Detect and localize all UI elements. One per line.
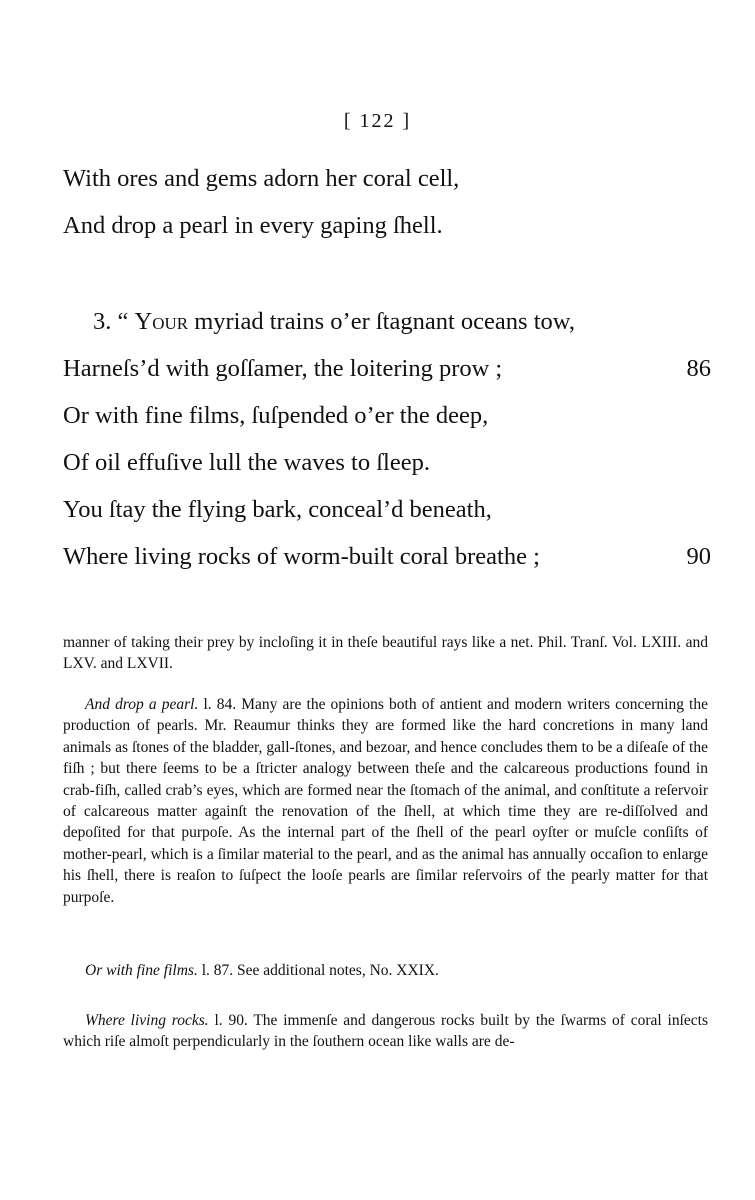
line-number: 90 — [686, 543, 711, 570]
verse-line-text: Or with fine films, ſuſpended o’er the deep, — [63, 402, 489, 429]
footnote-paragraph — [63, 960, 708, 981]
verse-stanza-2 — [63, 298, 711, 580]
verse-line-text: Of oil effuſive lull the waves to ſleep. — [63, 449, 430, 476]
verse-line — [63, 486, 711, 533]
verse-line: With ores and gems adorn her coral cell, — [63, 165, 460, 192]
footnote-text: l. 90. The immenſe and dangerous rocks built by the ſwarms of coral inſects which riſe almoſt perpendicularly in the ſouthern ocean like walls are de- — [63, 1012, 708, 1051]
footnote-pearl — [63, 694, 708, 908]
verse-line — [63, 392, 711, 439]
verse-line — [63, 533, 711, 580]
footnote-label: And drop a pearl. — [85, 696, 199, 713]
footnote-label: Where living rocks. — [85, 1012, 209, 1029]
footnote-rocks — [63, 1010, 708, 1053]
verse-line — [63, 439, 711, 486]
verse-line-text: Where living rocks of worm-built coral breathe ; — [63, 543, 540, 570]
footnote-films — [63, 960, 708, 981]
footnote-paragraph — [63, 1010, 708, 1053]
line-number: 86 — [686, 355, 711, 382]
verse-line — [63, 345, 711, 392]
verse-line — [63, 298, 711, 345]
verse-line-text: myriad trains o’er ſtagnant oceans tow, — [188, 308, 575, 335]
stanza-lead: 3. “ — [93, 308, 135, 335]
footnote-label: Or with fine films. — [85, 962, 198, 979]
verse-line-text: You ſtay the flying bark, conceal’d beneath, — [63, 496, 492, 523]
stanza-lead-caps: Your — [134, 308, 189, 335]
footnote-paragraph — [63, 694, 708, 908]
verse-line: And drop a pearl in every gaping ſhell. — [63, 212, 443, 239]
footnote-text: l. 87. See additional notes, No. XXIX. — [197, 962, 439, 979]
verse-line-text: Harneſs’d with goſſamer, the loitering prow ; — [63, 355, 503, 382]
page-number: [ 122 ] — [343, 110, 412, 132]
footnote-continued — [63, 632, 708, 675]
footnote-text: manner of taking their prey by incloſing it in theſe beautiful rays like a net. Phil. Tranſ. Vol. LXIII. and LXV. and LXVII. — [63, 634, 708, 673]
footnote-text: l. 84. Many are the opinions both of antient and modern writers concerning the production of pearls. Mr. Reaumur thinks they are formed like the hard concretions in many land animals as ſtones of the bladder, gall-ſtones, and bezoar, and hence concludes them to be a diſeaſe of the fiſh ; but there ſeems to be a ſtricter analogy between theſe and the calcareous productions found in crab-fiſh, called crab’s eyes, which are formed near the ſtomach of the animal, and conſtitute a reſervoir of calcareous matter againſt the renovation of the ſhell, at which time they are re-diſſolved and depoſited for that purpoſe. As the internal part of the ſhell of the pearl oyſter or muſcle conſiſts of mother-pearl, which is a ſimilar material to the pearl, and as the animal has annually occaſion to enlarge his ſhell, there is reaſon to ſuſpect the looſe pearls are ſimilar reſervoirs of the pearly matter for that purpoſe. — [63, 696, 708, 906]
verse-stanza-1 — [63, 155, 711, 249]
